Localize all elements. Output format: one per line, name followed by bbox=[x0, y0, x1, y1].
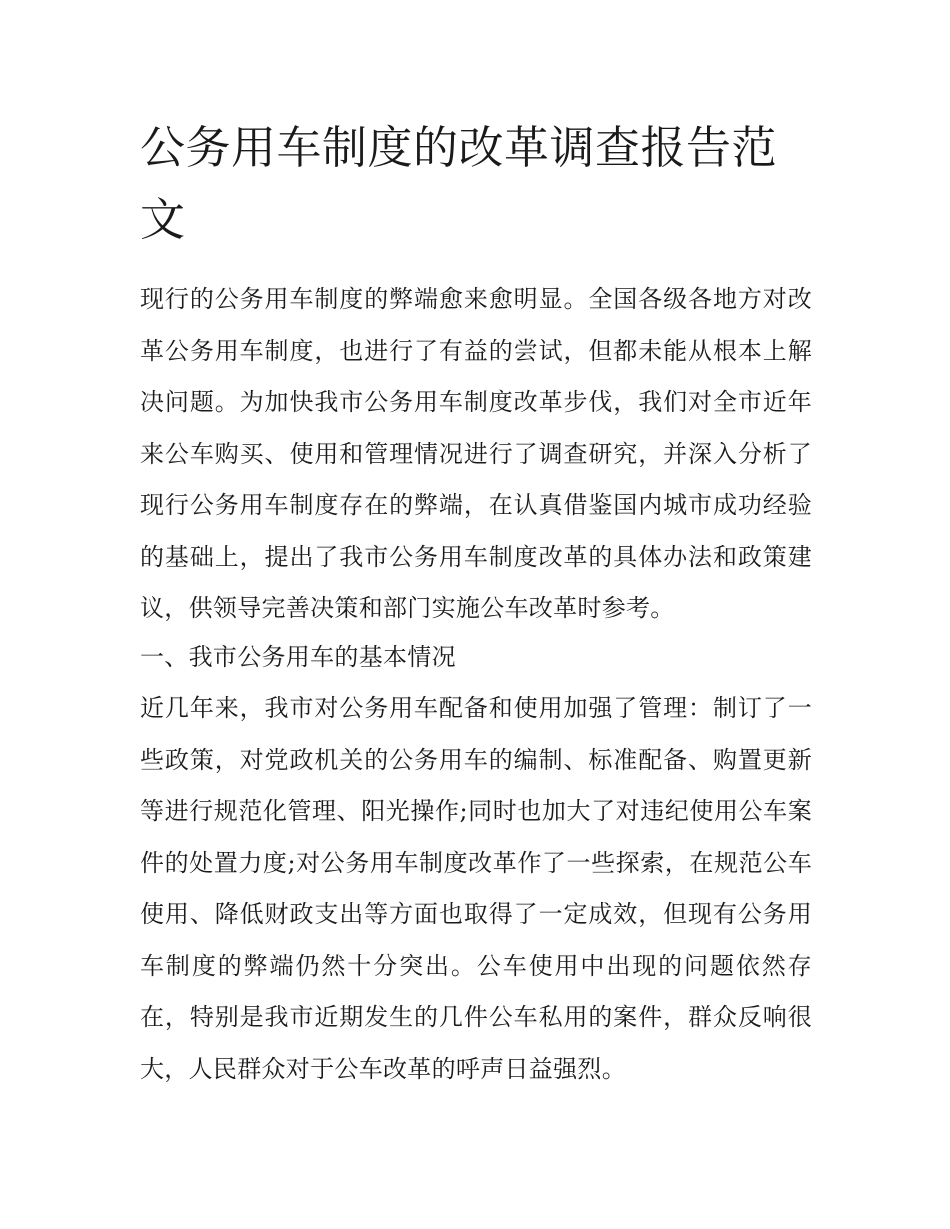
section-paragraph: 近几年来，我市对公务用车配备和使用加强了管理：制订了一些政策，对党政机关的公务用车的编制、标准配备、购置更新等进行规范化管理、阳光操作;同时也加大了对违纪使用公车案件的处置力度;对公务用车制度改革作了一些探索，在规范公车使用、降低财政支出等方面也取得了一定成效，但现有公务用车制度的弊端仍然十分突出。公车使用中出现的问题依然存在，特别是我市近期发生的几件公车私用的案件，群众反响很大，人民群众对于公车改革的呼声日益强烈。 bbox=[140, 694, 812, 1083]
intro-paragraph: 现行的公务用车制度的弊端愈来愈明显。全国各级各地方对改革公务用车制度，也进行了有益的尝试，但都未能从根本上解决问题。为加快我市公务用车制度改革步伐，我们对全市近年来公车购买、使用和管理情况进行了调查研究，并深入分析了现行公务用车制度存在的弊端，在认真借鉴国内城市成功经验的基础上，提出了我市公务用车制度改革的具体办法和政策建议，供领导完善决策和部门实施公车改革时参考。 bbox=[140, 285, 812, 622]
section-heading: 一、我市公务用车的基本情况 bbox=[140, 643, 456, 671]
document-title: 公务用车制度的改革调查报告范文 bbox=[140, 121, 778, 246]
